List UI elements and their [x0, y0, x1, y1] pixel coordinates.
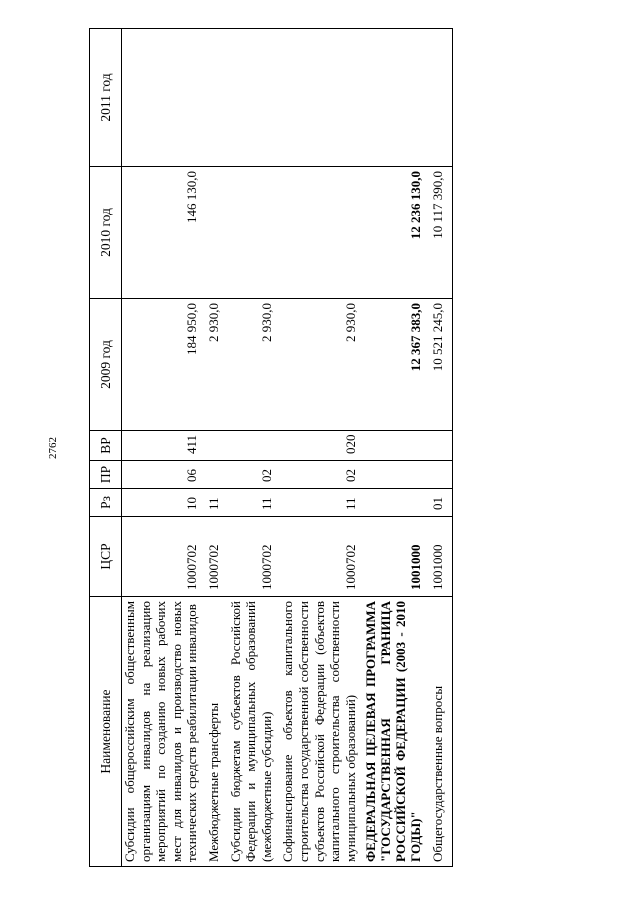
row-csr: 1000702	[206, 517, 228, 597]
row-pr: 02	[280, 461, 364, 489]
row-rz	[364, 489, 430, 517]
row-rz: 11	[228, 489, 281, 517]
row-name: ФЕДЕРАЛЬНАЯ ЦЕЛЕВАЯ ПРОГРАММА "ГОСУДАРСТВЕННАЯ ГРАНИЦА РОССИЙСКОЙ ФЕДЕРАЦИИ (2003 - 2010 ГОДЫ)"	[364, 597, 430, 867]
row-vr: 020	[280, 431, 364, 461]
budget-table-rotated	[89, 29, 571, 867]
row-2011	[206, 29, 228, 167]
table-row	[280, 29, 364, 867]
row-2009: 2 930,0	[280, 299, 364, 431]
header-csr: ЦСР	[90, 517, 122, 597]
row-vr	[430, 431, 452, 461]
row-rz: 11	[206, 489, 228, 517]
row-2010	[280, 167, 364, 299]
header-row	[90, 29, 122, 867]
row-2011	[364, 29, 430, 167]
row-name: Общегосударственные вопросы	[430, 597, 452, 867]
row-2010: 12 236 130,0	[364, 167, 430, 299]
row-vr	[206, 431, 228, 461]
row-pr: 06	[122, 461, 206, 489]
row-2010: 10 117 390,0	[430, 167, 452, 299]
row-rz: 01	[430, 489, 452, 517]
row-rz: 11	[280, 489, 364, 517]
table-row	[206, 29, 228, 867]
row-csr: 1000702	[122, 517, 206, 597]
row-2011	[430, 29, 452, 167]
row-2009: 184 950,0	[122, 299, 206, 431]
row-2010	[228, 167, 281, 299]
header-pr: ПР	[90, 461, 122, 489]
row-name: Субсидии общероссийским общественным организациям инвалидов на реализацию мероприятий по созданию новых рабочих мест для инвалидов и производство новых технических средств реабилитации инвалидов	[122, 597, 206, 867]
header-2011: 2011 год	[90, 29, 122, 167]
row-pr	[430, 461, 452, 489]
header-rz: Рз	[90, 489, 122, 517]
row-name: Софинансирование объектов капитального строительства государственной собственности субъектов Российской Федерации (объектов капитального строительства собственности муниципальных образований)	[280, 597, 364, 867]
row-2010	[206, 167, 228, 299]
row-pr	[364, 461, 430, 489]
row-2009: 12 367 383,0	[364, 299, 430, 431]
header-2010: 2010 год	[90, 167, 122, 299]
row-vr: 411	[122, 431, 206, 461]
table-row	[122, 29, 206, 867]
header-name: Наименование	[90, 597, 122, 867]
row-2009: 2 930,0	[228, 299, 281, 431]
row-pr	[206, 461, 228, 489]
table-row	[228, 29, 281, 867]
budget-table	[89, 28, 453, 867]
row-2011	[122, 29, 206, 167]
row-2011	[280, 29, 364, 167]
row-2009: 2 930,0	[206, 299, 228, 431]
row-csr: 1001000	[364, 517, 430, 597]
row-rz: 10	[122, 489, 206, 517]
row-name: Межбюджетные трансферты	[206, 597, 228, 867]
row-2010: 146 130,0	[122, 167, 206, 299]
header-vr: ВР	[90, 431, 122, 461]
row-2011	[228, 29, 281, 167]
row-vr	[228, 431, 281, 461]
row-name: Субсидии бюджетам субъектов Российской Федерации и муниципальных образований (межбюджетные субсидии)	[228, 597, 281, 867]
row-pr: 02	[228, 461, 281, 489]
row-2009: 10 521 245,0	[430, 299, 452, 431]
header-2009: 2009 год	[90, 299, 122, 431]
row-csr: 1000702	[228, 517, 281, 597]
table-row	[364, 29, 430, 867]
row-csr: 1001000	[430, 517, 452, 597]
row-csr: 1000702	[280, 517, 364, 597]
row-vr	[364, 431, 430, 461]
table-row	[430, 29, 452, 867]
page-number: 2762	[47, 437, 59, 459]
